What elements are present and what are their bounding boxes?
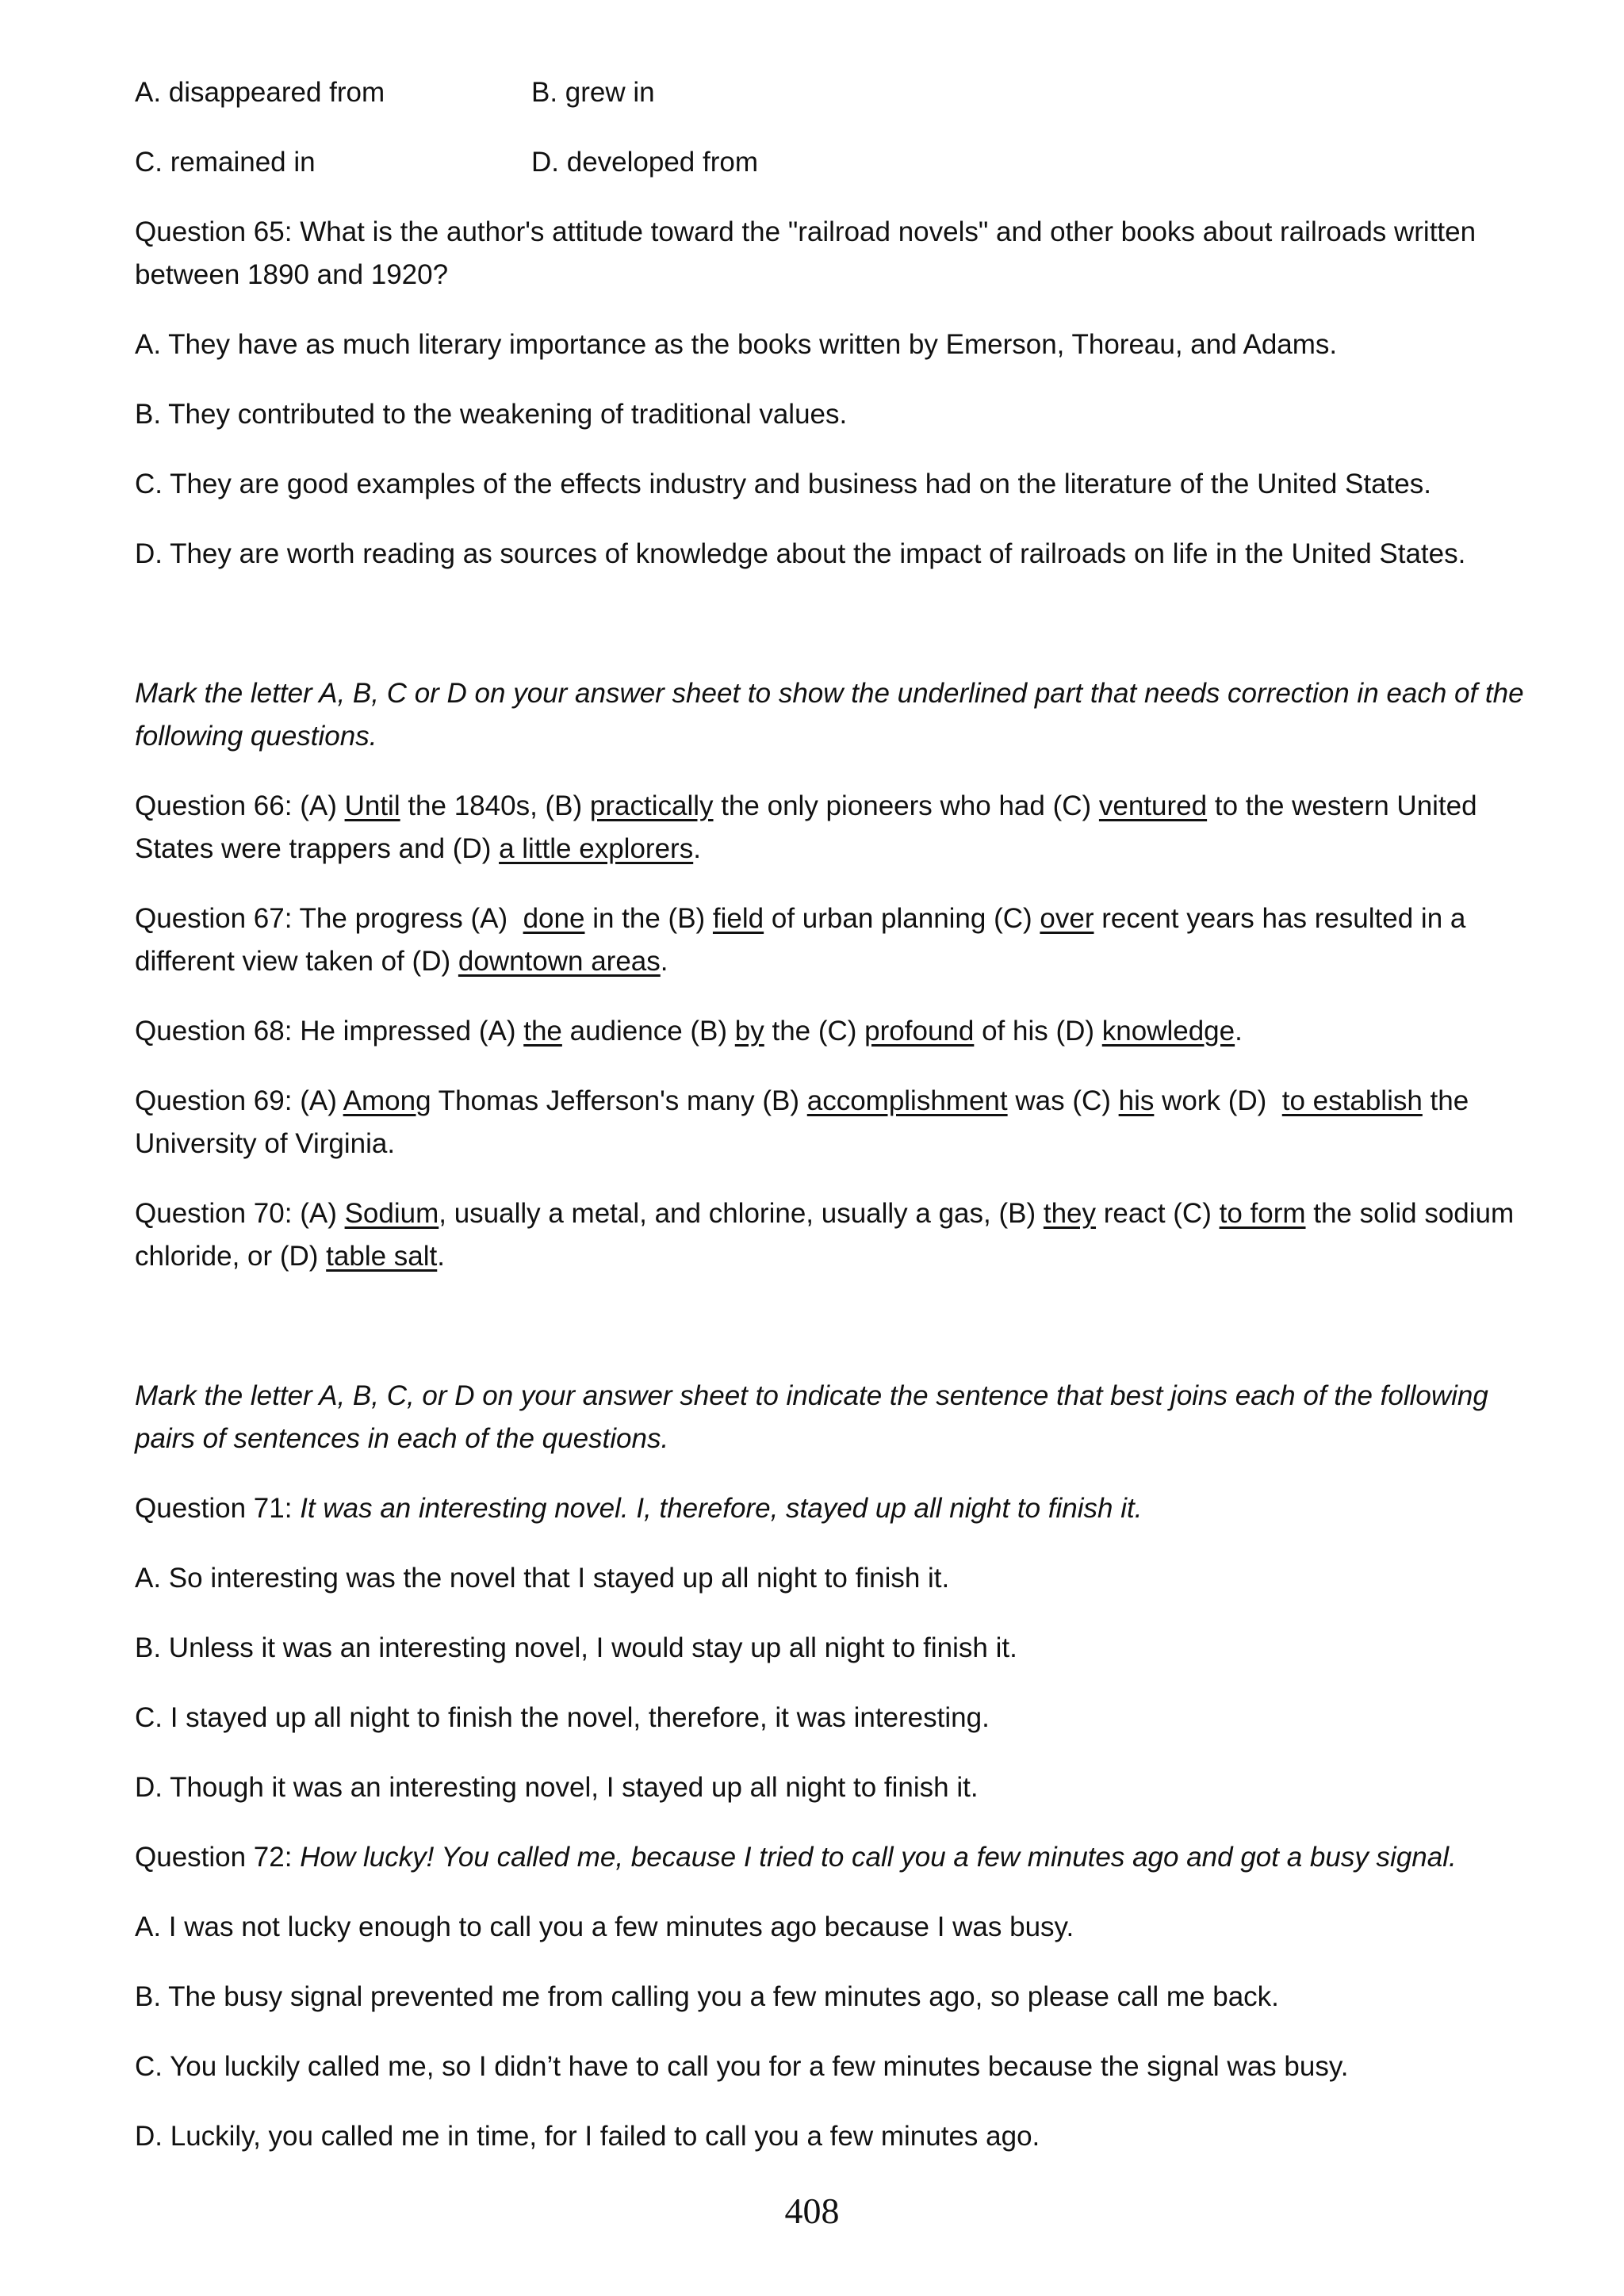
question-text: Question 69: (A) bbox=[135, 1085, 343, 1116]
instruction-error-cont: following questions. bbox=[135, 721, 377, 752]
question-text: . bbox=[1235, 1016, 1243, 1047]
question-67-line2 bbox=[135, 940, 668, 983]
underlined-part-c: ventured bbox=[1098, 790, 1208, 821]
option-row bbox=[135, 71, 655, 114]
underlined-part-b: accomplishment bbox=[806, 1085, 1008, 1116]
underlined-part-a: done bbox=[523, 903, 585, 934]
question-66-line1 bbox=[135, 785, 1477, 828]
question-text: different view taken of (D) bbox=[135, 946, 458, 977]
underlined-part-c: profound bbox=[864, 1016, 975, 1047]
question-text: the only pioneers who had (C) bbox=[713, 790, 1099, 821]
underlined-part-a: Sodium bbox=[344, 1198, 439, 1229]
question-text: react (C) bbox=[1096, 1198, 1220, 1229]
underlined-part-a: Among bbox=[343, 1085, 431, 1116]
question-text: Question 67: The progress (A) bbox=[135, 903, 523, 934]
instruction-error: Mark the letter A, B, C or D on your answer sheet to show the underlined part that needs correction in each of the bbox=[135, 678, 1524, 709]
question-71-option-d: D. Though it was an interesting novel, I stayed up all night to finish it. bbox=[135, 1772, 979, 1803]
underlined-part-d: downtown areas bbox=[458, 946, 661, 977]
instruction-combine: Mark the letter A, B, C, or D on your answer sheet to indicate the sentence that best joins each of the following bbox=[135, 1380, 1488, 1411]
question-label: Question 71: bbox=[135, 1493, 301, 1524]
question-text: work (D) bbox=[1154, 1085, 1282, 1116]
question-68 bbox=[135, 1010, 1243, 1053]
question-text: of urban planning (C) bbox=[764, 903, 1040, 934]
question-text: the (C) bbox=[764, 1016, 865, 1047]
question-text: the 1840s, (B) bbox=[400, 790, 590, 821]
question-70-line1 bbox=[135, 1192, 1514, 1235]
question-text: Question 70: (A) bbox=[135, 1198, 345, 1229]
option-row bbox=[135, 141, 758, 184]
underlined-part-d: a little explorers bbox=[499, 833, 694, 864]
question-65-option-a: A. They have as much literary importance as the books written by Emerson, Thoreau, and Adams. bbox=[135, 329, 1338, 360]
underlined-part-b: by bbox=[734, 1016, 764, 1047]
question-prompt: It was an interesting novel. I, therefore, stayed up all night to finish it. bbox=[300, 1493, 1143, 1524]
question-text: the bbox=[1422, 1085, 1469, 1116]
question-text: , usually a metal, and chlorine, usually a gas, (B) bbox=[439, 1198, 1044, 1229]
instruction-combine-cont: pairs of sentences in each of the questions. bbox=[135, 1423, 669, 1454]
question-72 bbox=[135, 1836, 1457, 1879]
question-72-option-b: B. The busy signal prevented me from calling you a few minutes ago, so please call me back. bbox=[135, 1981, 1279, 2012]
option-c: C. remained in bbox=[135, 147, 316, 178]
underlined-part-c: to form bbox=[1219, 1198, 1306, 1229]
underlined-part-b: field bbox=[712, 903, 764, 934]
option-b: B. grew in bbox=[531, 77, 655, 108]
question-text: . bbox=[437, 1241, 445, 1272]
underlined-part-c: his bbox=[1118, 1085, 1155, 1116]
question-69-line1 bbox=[135, 1080, 1469, 1123]
underlined-part-a: Until bbox=[344, 790, 400, 821]
page-number: 408 bbox=[784, 2191, 840, 2231]
underlined-part-d: knowledge bbox=[1101, 1016, 1235, 1047]
question-71-option-a: A. So interesting was the novel that I stayed up all night to finish it. bbox=[135, 1563, 950, 1594]
question-text: . bbox=[660, 946, 668, 977]
question-72-option-c: C. You luckily called me, so I didn’t have to call you for a few minutes because the signal was busy. bbox=[135, 2051, 1349, 2082]
question-66-line2 bbox=[135, 828, 701, 871]
option-d: D. developed from bbox=[531, 147, 758, 178]
question-text: Question 66: (A) bbox=[135, 790, 345, 821]
question-65-option-c: C. They are good examples of the effects industry and business had on the literature of the United States. bbox=[135, 469, 1431, 499]
question-71-option-c: C. I stayed up all night to finish the novel, therefore, it was interesting. bbox=[135, 1702, 990, 1733]
question-text: Thomas Jefferson's many (B) bbox=[431, 1085, 807, 1116]
question-text: the solid sodium bbox=[1305, 1198, 1515, 1229]
question-text: in the (B) bbox=[584, 903, 713, 934]
question-text: to the western United bbox=[1207, 790, 1477, 821]
question-65-option-b: B. They contributed to the weakening of traditional values. bbox=[135, 399, 848, 430]
question-71 bbox=[135, 1487, 1142, 1530]
question-text: audience (B) bbox=[561, 1016, 735, 1047]
underlined-part-d: table salt bbox=[326, 1241, 438, 1272]
question-65-option-d: D. They are worth reading as sources of knowledge about the impact of railroads on life in the United States. bbox=[135, 538, 1466, 569]
question-text: of his (D) bbox=[974, 1016, 1102, 1047]
question-text: . bbox=[693, 833, 701, 864]
question-65-text-cont: between 1890 and 1920? bbox=[135, 259, 449, 290]
question-text: chloride, or (D) bbox=[135, 1241, 327, 1272]
underlined-part-d: to establish bbox=[1281, 1085, 1423, 1116]
underlined-part-a: the bbox=[523, 1016, 562, 1047]
question-69-line2: University of Virginia. bbox=[135, 1128, 396, 1159]
question-72-option-a: A. I was not lucky enough to call you a few minutes ago because I was busy. bbox=[135, 1911, 1074, 1942]
question-67-line1 bbox=[135, 897, 1465, 940]
option-a: A. disappeared from bbox=[135, 77, 385, 108]
question-72-option-d: D. Luckily, you called me in time, for I failed to call you a few minutes ago. bbox=[135, 2121, 1040, 2152]
question-text: was (C) bbox=[1007, 1085, 1119, 1116]
question-65-text: Question 65: What is the author's attitude toward the "railroad novels" and other books about railroads written bbox=[135, 216, 1477, 247]
question-text: States were trappers and (D) bbox=[135, 833, 500, 864]
underlined-part-b: they bbox=[1043, 1198, 1097, 1229]
question-70-line2 bbox=[135, 1235, 445, 1278]
question-label: Question 72: bbox=[135, 1842, 301, 1873]
question-71-option-b: B. Unless it was an interesting novel, I would stay up all night to finish it. bbox=[135, 1632, 1017, 1663]
question-prompt: How lucky! You called me, because I tried to call you a few minutes ago and got a busy signal. bbox=[300, 1842, 1457, 1873]
underlined-part-c: over bbox=[1040, 903, 1094, 934]
question-text: Question 68: He impressed (A) bbox=[135, 1016, 524, 1047]
question-text: recent years has resulted in a bbox=[1094, 903, 1466, 934]
underlined-part-b: practically bbox=[589, 790, 714, 821]
